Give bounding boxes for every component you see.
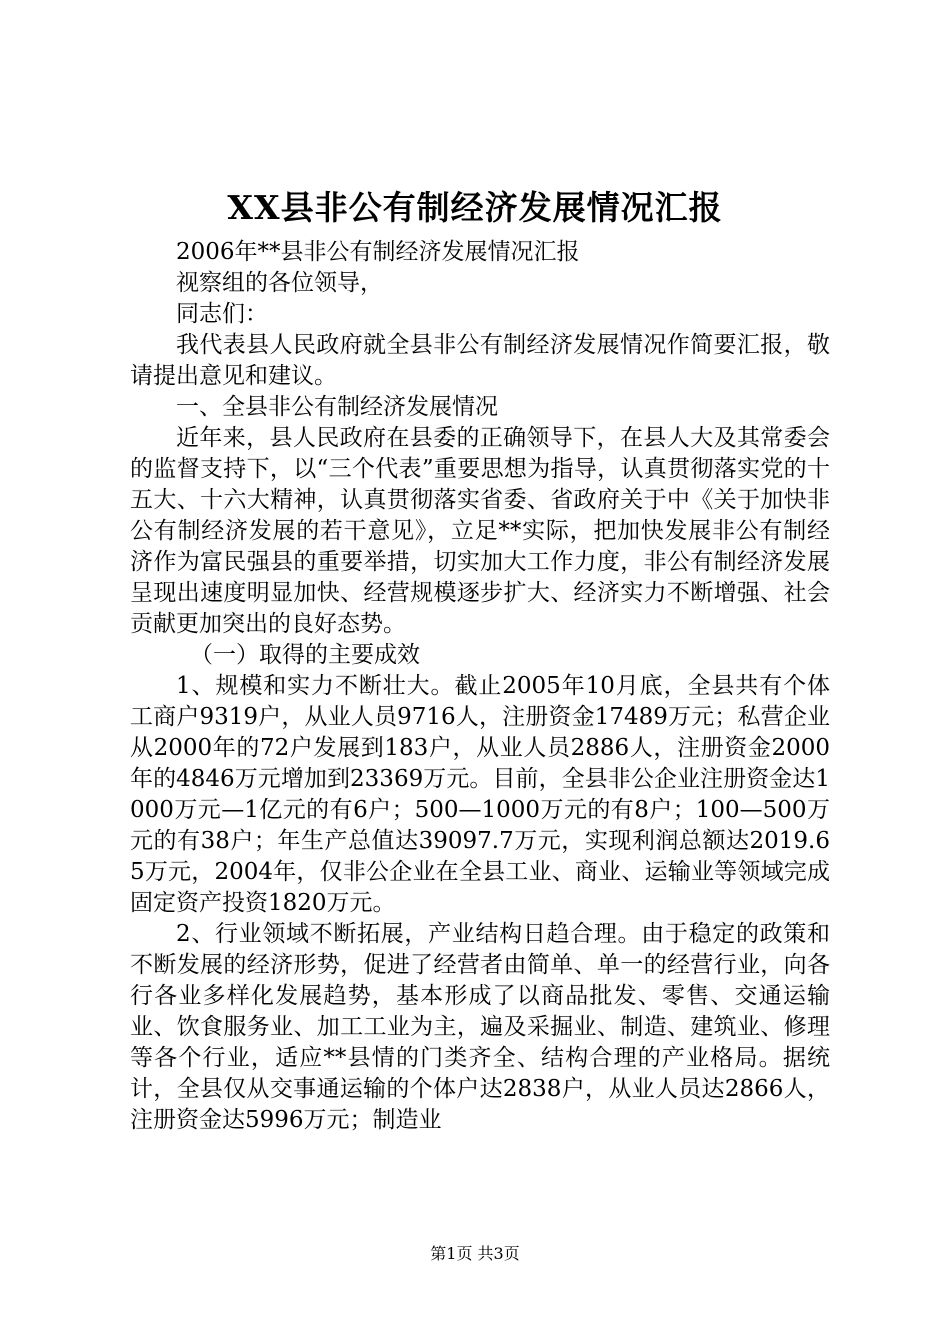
salutation-leaders: 视察组的各位领导，	[176, 270, 383, 296]
body-paragraph: 2、行业领域不断拓展，产业结构日趋合理。由于稳定的政策和不断发展的经济形势，促进了经营者由简单、单一的经营行业，向各行各业多样化发展趋势，基本形成了以商品批发、零售、交通运输业、饮食服务业、加工工业为主，遍及采掘业、制造、建筑业、修理等各个行业，适应**县情的门类齐全、结构合理的产业格局。据统计，全县仅从交事通运输的个体户达2838户，从业人员达2866人，注册资金达5996万元；制造业	[130, 921, 830, 1133]
section-heading: 一、全县非公有制经济发展情况	[176, 394, 498, 420]
body-paragraph: 近年来，县人民政府在县委的正确领导下，在县人大及其常委会的监督支持下，以“三个代表”重要思想为指导，认真贯彻落实党的十五大、十六大精神，认真贯彻落实省委、省政府关于中《关于加快非公有制经济发展的若干意见》，立足**实际，把加快发展非公有制经济作为富民强县的重要举措，切实加大工作力度，非公有制经济发展呈现出速度明显加快、经营规模逐步扩大、经济实力不断增强、社会贡献更加突出的良好态势。	[130, 425, 830, 637]
page-number-footer: 第1页 共3页	[430, 1244, 520, 1263]
document-title: XX县非公有制经济发展情况汇报	[227, 188, 723, 227]
subsection-heading: （一）取得的主要成效	[190, 642, 420, 668]
body-paragraph: 1、规模和实力不断壮大。截止2005年10月底，全县共有个体工商户9319户，从业人员9716人，注册资金17489万元；私营企业从2000年的72户发展到183户，从业人员2886人，注册资金2000年的4846万元增加到23369万元。目前，全县非公企业注册资金达1000万元—1亿元的有6户；500—1000万元的有8户；100—500万元的有38户；年生产总值达39097.7万元，实现利润总额达2019.65万元，2004年，仅非公企业在全县工业、商业、运输业等领域完成固定资产投资1820万元。	[130, 673, 830, 916]
document-body	[130, 237, 830, 1136]
intro-paragraph: 我代表县人民政府就全县非公有制经济发展情况作简要汇报，敬请提出意见和建议。	[130, 332, 830, 389]
report-heading-line: 2006年**县非公有制经济发展情况汇报	[176, 239, 580, 265]
salutation-comrades: 同志们：	[176, 301, 268, 327]
